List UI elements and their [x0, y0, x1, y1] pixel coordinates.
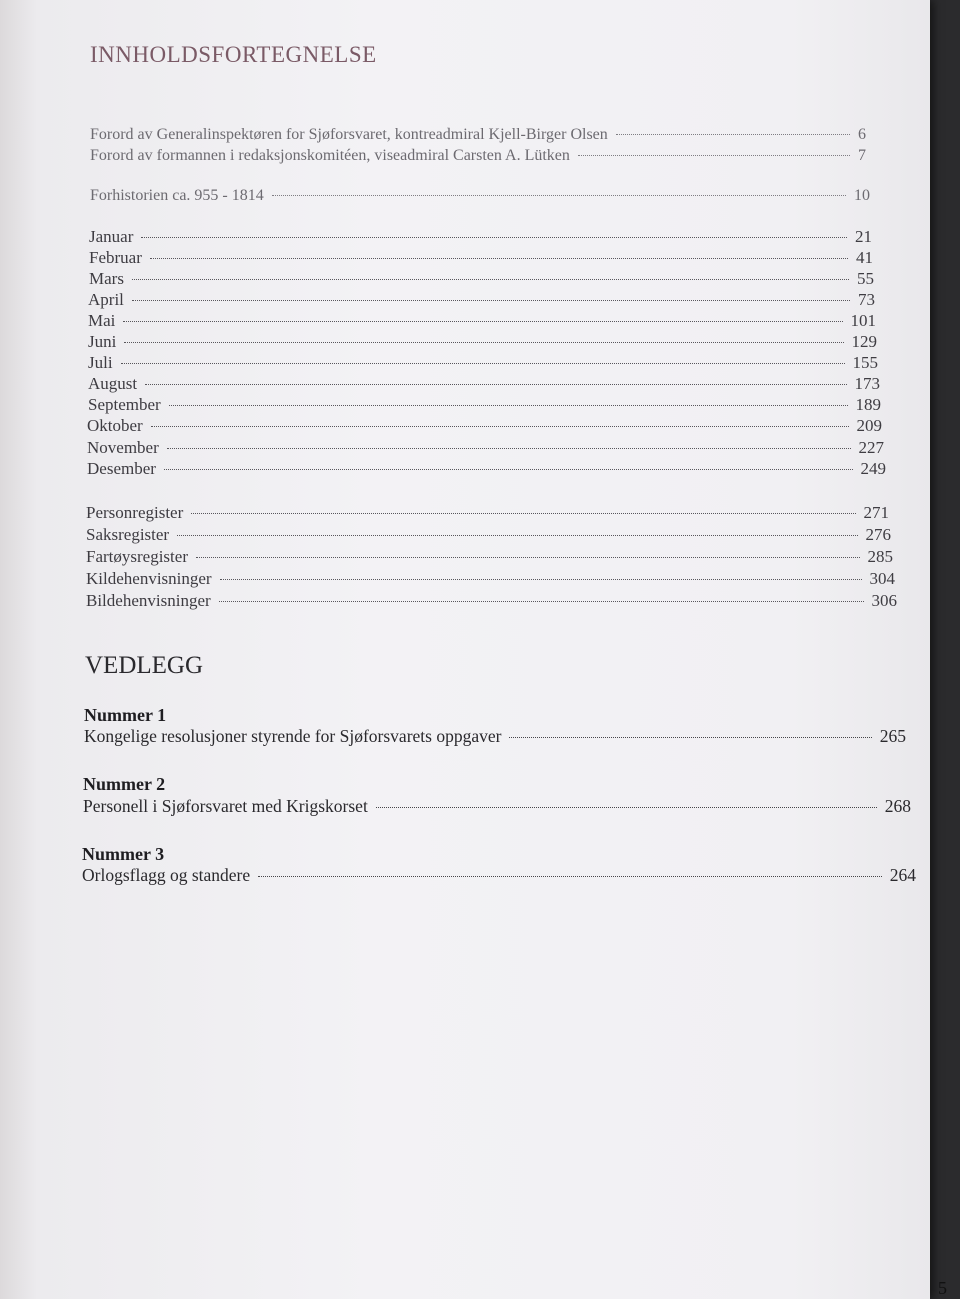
- toc-entry: [88, 374, 880, 394]
- toc-entry-page: 101: [850, 311, 876, 330]
- appendix-entry-label: Kongelige resolusjoner styrende for Sjøforsvarets oppgaver: [84, 726, 502, 746]
- toc-entry: [86, 591, 897, 611]
- page-title: INNHOLDSFORTEGNELSE: [90, 42, 377, 67]
- appendix-entry-page: 265: [879, 726, 906, 746]
- toc-entry-page: 129: [851, 332, 877, 351]
- toc-entry-page: 227: [858, 438, 884, 457]
- toc-entry: [86, 503, 889, 523]
- toc-entry-label: April: [88, 290, 124, 309]
- toc-entry-page: 271: [863, 503, 889, 522]
- toc-entry: [88, 290, 875, 310]
- appendix-number: Nummer 2: [83, 774, 166, 794]
- leader-dots: [123, 321, 842, 322]
- toc-entry-page: 249: [860, 459, 886, 478]
- toc-entry: [86, 547, 893, 567]
- toc-entry: [88, 353, 878, 373]
- toc-entry-page: 73: [858, 290, 875, 309]
- toc-entry-page: 189: [855, 395, 881, 414]
- toc-entry: [88, 311, 876, 331]
- toc-entry: [89, 269, 874, 289]
- leader-dots: [132, 300, 850, 301]
- toc-entry-label: Mars: [89, 269, 124, 288]
- toc-entry: [87, 438, 884, 458]
- appendix-entry: [82, 857, 916, 886]
- appendix-entry-page: 268: [884, 796, 911, 816]
- toc-entry-page: 155: [852, 353, 878, 372]
- toc-entry: [86, 525, 891, 545]
- toc-entry-page: 6: [858, 126, 866, 143]
- appendix-entry: [84, 718, 906, 747]
- leader-dots: [145, 384, 846, 385]
- toc-entry-page: 21: [855, 227, 872, 246]
- leader-dots: [151, 426, 849, 427]
- leader-dots: [578, 155, 850, 156]
- toc-entry-label: Januar: [89, 227, 134, 246]
- leader-dots: [164, 469, 853, 470]
- toc-entry-label: Bildehenvisninger: [86, 591, 211, 610]
- leader-dots: [191, 513, 855, 514]
- toc-entry-label: August: [88, 374, 138, 393]
- toc-entry-page: 7: [858, 147, 866, 164]
- toc-entry-page: 10: [854, 187, 870, 204]
- toc-entry-label: Fartøysregister: [86, 547, 188, 566]
- toc-entry: [87, 459, 886, 479]
- toc-entry: [87, 416, 882, 436]
- leader-dots: [132, 279, 849, 280]
- toc-entry-label: Forhistorien ca. 955 - 1814: [90, 187, 264, 204]
- leader-dots: [509, 737, 871, 738]
- toc-entry-label: Desember: [87, 459, 156, 478]
- toc-entry-page: 55: [857, 269, 874, 288]
- toc-entry: [88, 332, 877, 352]
- appendix-entry: [83, 788, 911, 817]
- toc-entry-page: 41: [856, 248, 873, 267]
- toc-entry-page: 285: [867, 547, 893, 566]
- appendix-entry-page: 264: [889, 865, 916, 885]
- toc-entry: [90, 187, 870, 205]
- toc-entry-page: 306: [871, 591, 897, 610]
- leader-dots: [167, 448, 851, 449]
- toc-entry-label: November: [87, 438, 159, 457]
- leader-dots: [272, 195, 846, 196]
- toc-entry-page: 173: [854, 374, 880, 393]
- leader-dots: [177, 535, 857, 536]
- appendix-entry-label: Orlogsflagg og standere: [82, 865, 251, 885]
- leader-dots: [141, 237, 847, 238]
- page-number: 5: [938, 1278, 947, 1298]
- appendix-number: Nummer 1: [84, 705, 167, 725]
- leader-dots: [258, 876, 882, 877]
- toc-entry: [90, 126, 866, 144]
- toc-entry: [88, 395, 881, 415]
- leader-dots: [219, 601, 864, 602]
- appendix-entry-label: Personell i Sjøforsvaret med Krigskorset: [83, 796, 368, 816]
- toc-entry-label: Februar: [89, 248, 142, 267]
- toc-entry: [89, 248, 873, 268]
- appendix-heading: VEDLEGG: [85, 652, 204, 679]
- toc-entry: [90, 147, 866, 165]
- leader-dots: [616, 134, 850, 135]
- toc-entry-label: September: [88, 395, 161, 414]
- toc-entry-page: 304: [869, 569, 895, 588]
- toc-entry-page: 276: [865, 525, 891, 544]
- toc-entry-label: Kildehenvisninger: [86, 569, 212, 588]
- toc-entry-page: 209: [856, 416, 882, 435]
- toc-entry-label: Mai: [88, 311, 116, 330]
- leader-dots: [121, 363, 845, 364]
- appendix-number: Nummer 3: [82, 844, 165, 864]
- leader-dots: [220, 579, 862, 580]
- toc-entry-label: Forord av Generalinspektøren for Sjøforsvaret, kontreadmiral Kjell-Birger Olsen: [90, 126, 608, 143]
- toc-entry-label: Forord av formannen i redaksjonskomitéen, viseadmiral Carsten A. Lütken: [90, 147, 570, 164]
- toc-entry: [89, 227, 872, 247]
- toc-entry-label: Juli: [88, 353, 113, 372]
- leader-dots: [124, 342, 843, 343]
- toc-entry-label: Personregister: [86, 503, 184, 522]
- leader-dots: [150, 258, 848, 259]
- toc-entry: [86, 569, 895, 589]
- leader-dots: [376, 807, 877, 808]
- toc-entry-label: Saksregister: [86, 525, 170, 544]
- toc-entry-label: Juni: [88, 332, 117, 351]
- leader-dots: [196, 557, 860, 558]
- leader-dots: [169, 405, 848, 406]
- toc-entry-label: Oktober: [87, 416, 143, 435]
